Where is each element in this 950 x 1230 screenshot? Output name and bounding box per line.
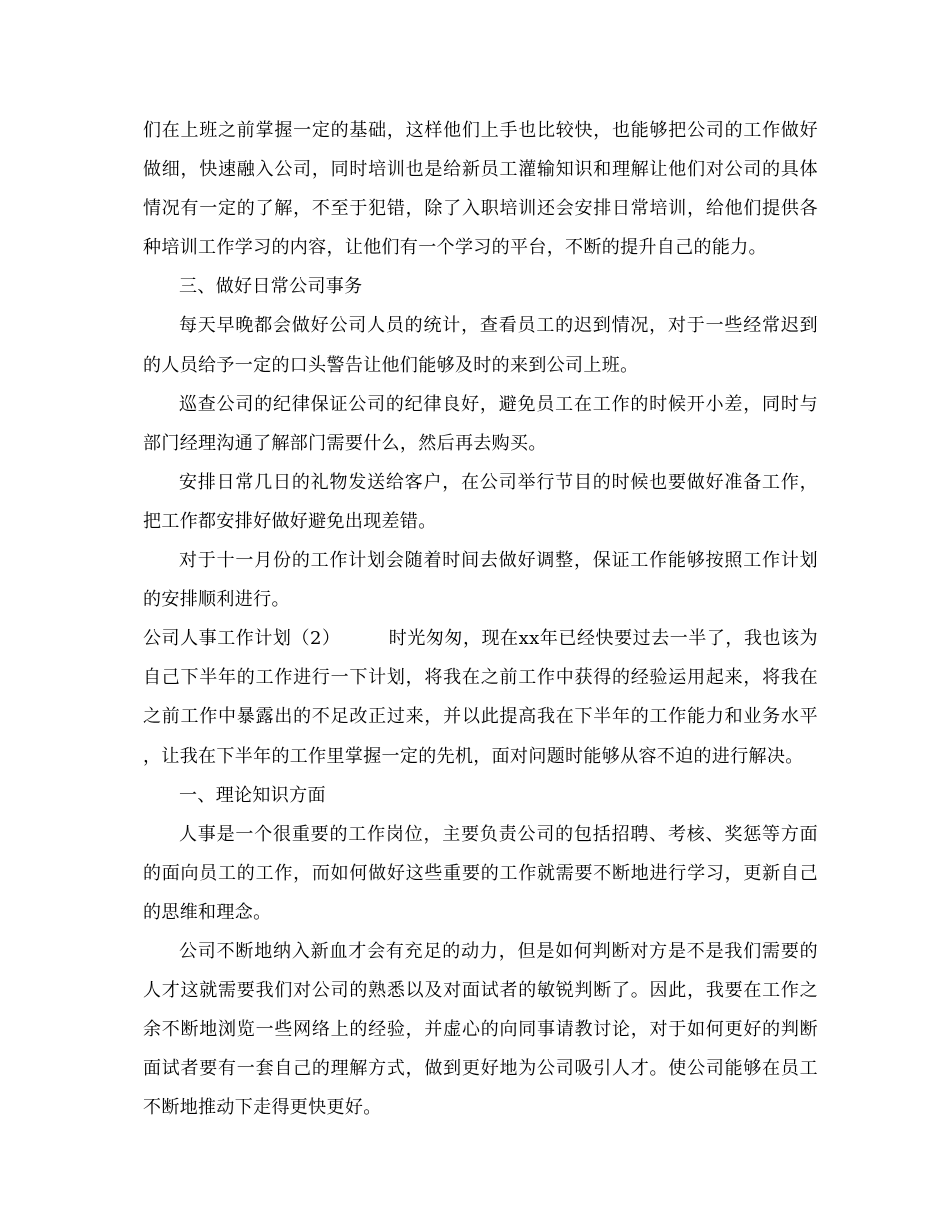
paragraph-discipline: 巡查公司的纪律保证公司的纪律良好，避免员工在工作的时候开小差，同时与部门经理沟通了解部门需要什么，然后再去购买。 bbox=[143, 393, 818, 454]
paragraph-november-plan: 对于十一月份的工作计划会随着时间去做好调整，保证工作能够按照工作计划的安排顺利进行。 bbox=[143, 550, 818, 611]
section-heading-theory: 一、理论知识方面 bbox=[179, 784, 326, 806]
paragraph-attendance: 每天早晚都会做好公司人员的统计，查看员工的迟到情况，对于一些经常迟到的人员给予一定的口头警告让他们能够及时的来到公司上班。 bbox=[143, 315, 818, 376]
paragraph-training-continuation: 们在上班之前掌握一定的基础，这样他们上手也比较快，也能够把公司的工作做好做细，快速融入公司，同时培训也是给新员工灌输知识和理解让他们对公司的具体情况有一定的了解，不至于犯错，除了入职培训还会安排日常培训，给他们提供各种培训工作学习的内容，让他们有一个学习的平台，不断的提升自己的能力。 bbox=[143, 120, 818, 259]
paragraph-gifts: 安排日常几日的礼物发送给客户，在公司举行节目的时候也要做好准备工作，把工作都安排好做好避免出现差错。 bbox=[143, 471, 818, 532]
document-body bbox=[143, 111, 818, 1127]
paragraph-plan-2 bbox=[143, 619, 818, 775]
section-heading-daily-affairs: 三、做好日常公司事务 bbox=[179, 276, 363, 298]
paragraph-hr-role: 人事是一个很重要的工作岗位，主要负责公司的包括招聘、考核、奖惩等方面的面向员工的工作，而如何做好这些重要的工作就需要不断地进行学习，更新自己的思维和理念。 bbox=[143, 823, 818, 923]
plan-2-heading: 公司人事工作计划（2） bbox=[143, 628, 341, 650]
plan-2-body: 时光匆匆，现在xx年已经快要过去一半了，我也该为自己下半年的工作进行一下计划，将我在之前工作中获得的经验运用起来，将我在之前工作中暴露出的不足改正过来，并以此提高我在下半年的工作能力和业务水平，让我在下半年的工作里掌握一定的先机，面对问题时能够从容不迫的进行解决。 bbox=[143, 628, 818, 767]
paragraph-talent: 公司不断地纳入新血才会有充足的动力，但是如何判断对方是不是我们需要的人才这就需要我们对公司的熟悉以及对面试者的敏锐判断了。因此，我要在工作之余不断地浏览一些网络上的经验，并虚心的向同事请教讨论，对于如何更好的判断面试者要有一套自己的理解方式，做到更好地为公司吸引人才。使公司能够在员工不断地推动下走得更快更好。 bbox=[143, 940, 818, 1119]
